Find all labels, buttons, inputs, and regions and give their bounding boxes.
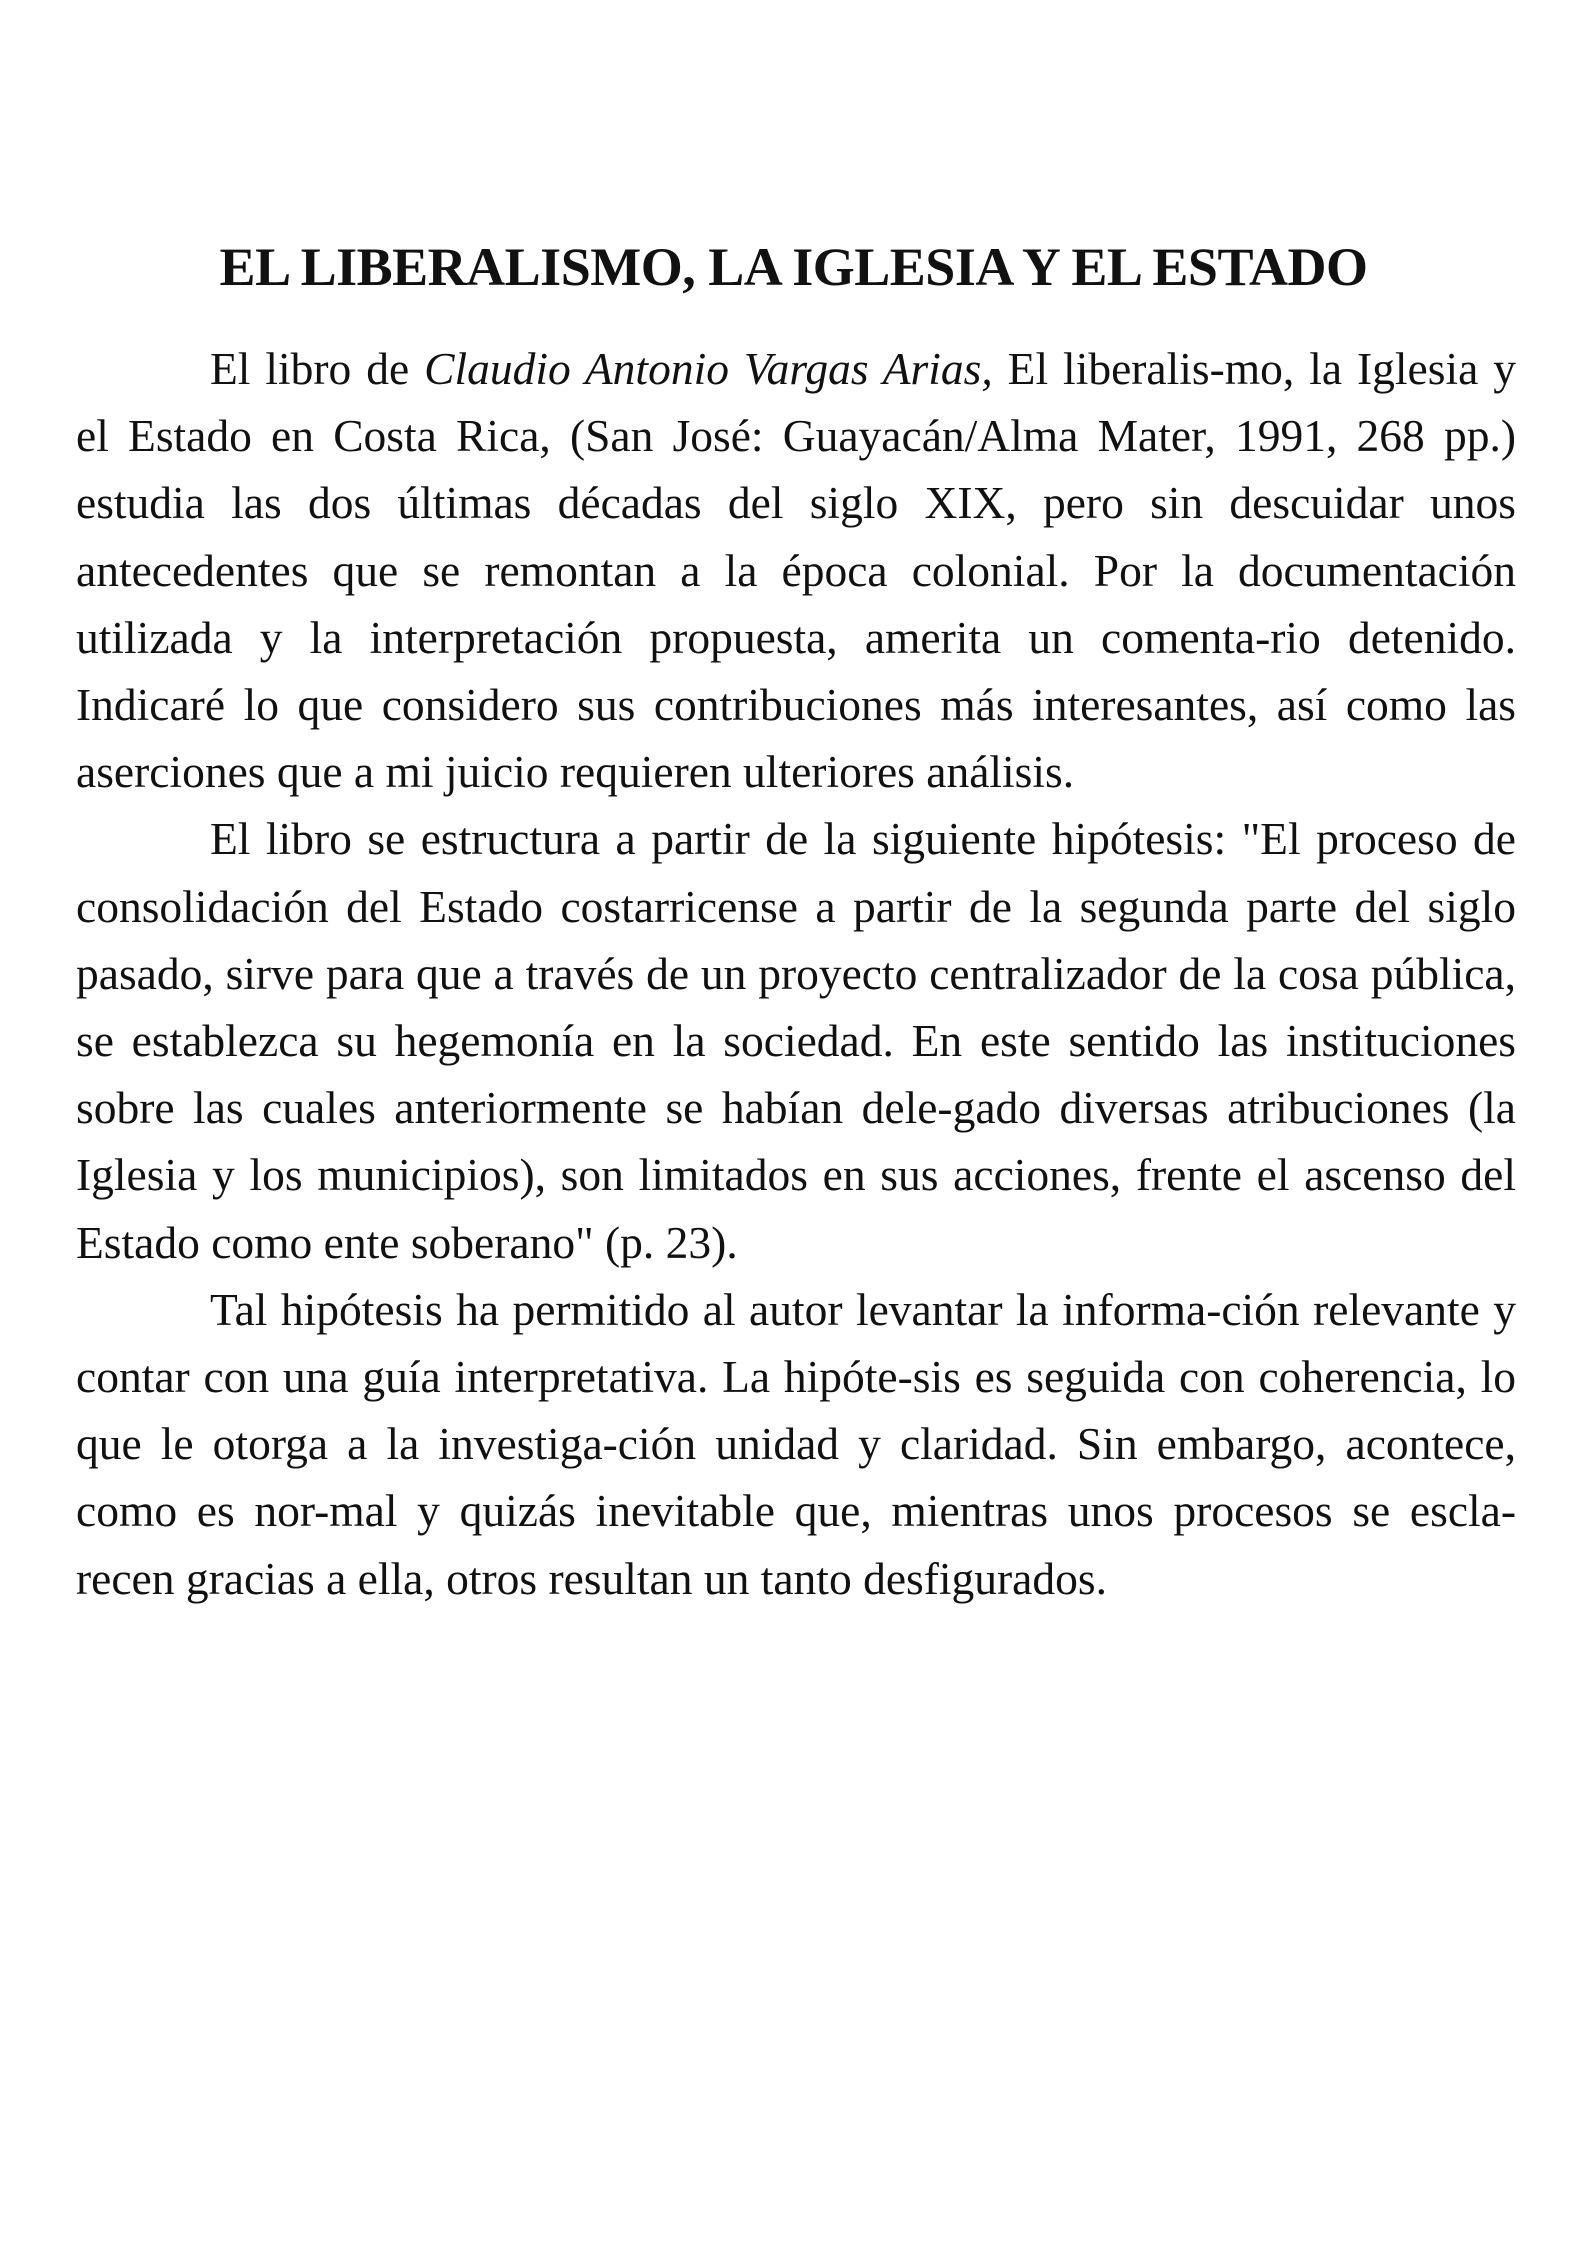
paragraph-1 bbox=[76, 335, 1516, 805]
paragraph-2: El libro se estructura a partir de la siguiente hipótesis: "El proceso de consolidación del Estado costarricense a partir de la segunda parte del siglo pasado, sirve para que a través de un proyecto centralizador de la cosa pública, se establezca su hegemonía en la sociedad. En este sentido las instituciones sobre las cuales anteriormente se habían dele-gado diversas atribuciones (la Iglesia y los municipios), son limitados en sus acciones, frente el ascenso del Estado como ente soberano" (p. 23). bbox=[76, 813, 1516, 1268]
paragraph-1-lead: El libro de bbox=[210, 343, 425, 394]
paragraph-3: Tal hipótesis ha permitido al autor levantar la informa-ción relevante y contar con una guía interpretativa. La hipóte-sis es seguida con coherencia, lo que le otorga a la investiga-ción unidad y claridad. Sin embargo, acontece, como es nor-mal y quizás inevitable que, mientras unos procesos se escla-recen gracias a ella, otros resultan un tanto desfigurados. bbox=[76, 1283, 1516, 1604]
paragraph-1-rest: El liberalis-mo, la Iglesia y el Estado en Costa Rica, (San José: Guayacán/Alma Mater, 1991, 268 pp.) estudia las dos últimas décadas del siglo XIX, pero sin descuidar unos antecedentes que se remontan a la época colonial. Por la documentación utilizada y la interpretación propuesta, amerita un comenta-rio detenido. Indicaré lo que considero sus contribuciones más interesantes, así como las aserciones que a mi juicio requieren ulteriores análisis. bbox=[76, 343, 1516, 798]
author-name: Claudio Antonio Vargas Arias, bbox=[424, 343, 993, 394]
article-title: EL LIBERALISMO, LA IGLESIA Y EL ESTADO bbox=[219, 237, 1368, 297]
article-body bbox=[76, 335, 1516, 1612]
